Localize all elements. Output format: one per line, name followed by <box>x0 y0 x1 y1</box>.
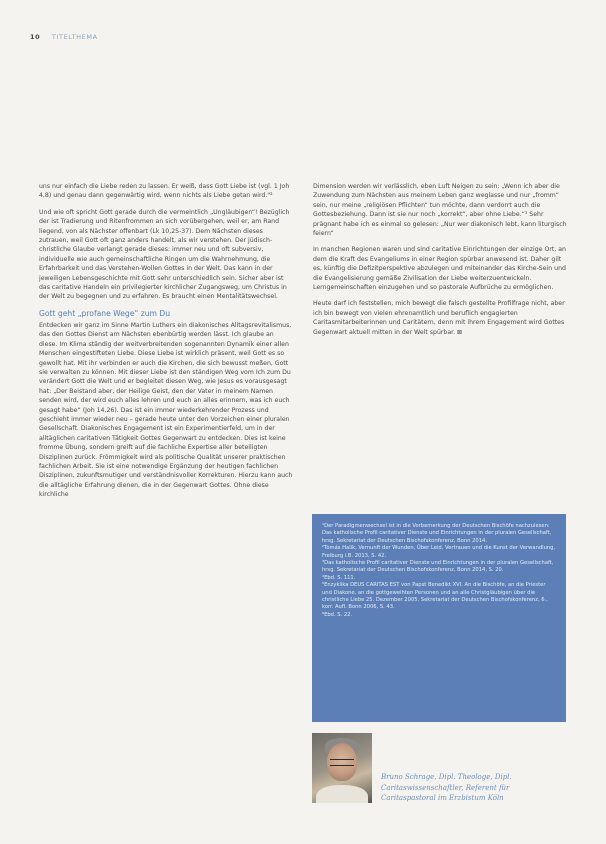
photo-shirt <box>316 785 368 803</box>
footnote: ⁵Enzyklika DEUS CARITAS EST von Papst Benedikt XVI. An die Bischöfe, an die Priester und Diakone, an die gottgeweihten Personen und an alle Christgläubigen über die christliche Liebe 25. Dezember 2005, Sekretariat der Deutschen Bischofskonferenz, 6., korr. Aufl. Bonn 2006, S. 43. <box>322 582 548 611</box>
section-subheading: Gott geht „profane Wege“ zum Du <box>39 308 171 318</box>
page-number: 10 <box>30 33 41 41</box>
footnote: ¹Der Paradigmenwechsel ist in die Vorbemerkung der Deutschen Bischöfe nachzulesen: Das katholische Profil caritativer Dienste und Einrichtungen in der pluralen Gesellschaft, hrsg. Sekretariat der Deutschen Bischofskonferenz, Bonn 2014. <box>322 523 552 544</box>
footnote: ⁴Ebd. S. 111. <box>322 574 356 581</box>
left-column <box>39 182 293 507</box>
footnotes-box <box>312 514 566 722</box>
photo-glasses <box>330 759 354 766</box>
author-caption <box>381 772 571 804</box>
caption-line: Caritaspastoral im Erzbistum Köln <box>381 794 504 802</box>
footnote: ³Das katholische Profil caritativer Dienste und Einrichtungen in der pluralen Gesellschaft, hrsg. Sekretariat der Deutschen Bischofskonferenz, Bonn 2014, S. 20. <box>322 560 554 574</box>
footnote: ⁶Ebd. S. 22. <box>322 611 353 618</box>
right-column <box>313 182 567 344</box>
body-paragraph: Entdecken wir ganz im Sinne Martin Luthers ein diakonisches Alltagsrevitalismus, das den Gottes Dienst am Nächsten ebenbürtig werden lässt. Ich glaube an diese. Im Klima ständig der weitverbreitenden sogenannten Dynamik einer allen Menschen eingestifteten Liebe. Diese Liebe ist wirklich präsent, weil Gott es so gewollt hat. Mit ihr verbinden er auch die Kirchen, die sich bewusst meßen, Gott sie verwalten zu können. Mit dieser Liebe ist den ständigen Weg vom Ich zum Du verändert Gott die Welt und er begleitet diesen Weg, wie Jesus es vorausgesagt hat: „Der Beistand aber, der Heilige Geist, den der Vater in meinem Namen senden wird, der wird euch alles lehren und euch an alles erinnern, was ich euch gesagt habe“ (Joh 14,26). Das ist ein immer wiederkehrender Prozess und geschieht immer wieder neu – gerade heute unter den Vorzeichen einer pluralen Gesellschaft. Diakonisches Engagement ist ein Experimentierfeld, um in der alltäglichen caritativen Tätigkeit Gottes Gegenwart zu entdecken. Dies ist keine fromme Übung, sondern greift auf die fachliche Expertise aller beteiligten Disziplinen zurück. Frömmigkeit wird als politische Qualität unserer praktischen fachlichen Arbeit. Sie ist eine notwendige Ergänzung der heutigen fachlichen Disziplinen, zukunftsmutiger und verständnisvoller Korrekturen. Hierzu kann auch die alltägliche Erfahrung dienen, die in der Gegenwart Gottes. Ohne diese kirchliche <box>39 321 293 499</box>
author-photo <box>312 733 372 803</box>
body-paragraph: Und wie oft spricht Gott gerade durch die vermeintlich „Ungläubigen“! Bezüglich der ist Tradierung und Ritenfrommen an sich vorübergehen, weil er, am Rand liegend, von als Nächster offenbart (Lk 10,25-37). Dem Nächsten dieses zutrauen, weil Gott oft ganz anders handelt, als wir verstehen. Der jüdisch-christliche Glaube verlangt gerade dieses: immer neu und oft subversiv, individuelle wie auch gemeinschaftliche Ringen um die Wahrnehmung, die Erfahrbarkeit und das Verstehen-Wollen Gottes in der Welt. Das kann in der jeweiligen Lebensgeschichte mit Gott sehr unterschiedlich sein. Sicher aber ist das caritative Handeln ein privilegierter kirchlicher Zugangsweg, um Christus in der Welt zu begegnen und zu erfahren. Es braucht einen Mentalitätswechsel. <box>39 208 290 301</box>
body-paragraph: In manchen Regionen waren und sind caritative Einrichtungen der einzige Ort, an dem die Kraft des Evangeliums in einer Region spürbar anwesend ist. Daher gilt es, künftig die Defizitperspektive abzulegen und miteinander das Kirche-Sein und die Evangelisierung gemäße Zivilisation der Liebe weiterzuentwickeln. Lerngemeinschaften einzugehen und so pastorale Aufbrüche zu ermöglichen. <box>313 246 566 292</box>
page-header <box>30 33 98 41</box>
caption-line: Bruno Schrage, Dipl. Theologe, Dipl. <box>381 773 512 781</box>
body-paragraph: Dimension werden wir verlässlich, eben Luft Neigen zu sein: „Wenn ich aber die Zuwendung zum Nächsten aus meinem Leben ganz weglasse und nur „fromm“ sein, nur meine „religiösen Pflichten“ tun möchte, dann verdorrt auch die Gottesbeziehung. Dann ist sie nur noch „korrekt“, aber ohne Liebe.“³ Sehr prägnant habe ich es einmal so gelesen: „Nur wer diakonisch lebt, kann liturgisch feiern“ <box>313 183 567 238</box>
body-paragraph: Heute darf ich feststellen, mich bewegt die falsch gestellte Profilfrage nicht, aber ich bin bewegt von vielen ehrenamtlich und beruflich engagierten Caritasmitarbeiterinnen und Caritätern, denn mit ihrem Engagement wird Gottes Gegenwart aktuell mitten in der Welt spürbar. ⊠ <box>313 300 565 336</box>
footnote: ²Tomás Halik, Vernunft der Wunden, Über Leid, Vertrauen und die Kunst der Verwandlung, Freiburg i.B. 2013, S. 42. <box>322 545 556 559</box>
body-paragraph: uns nur einfach die Liebe reden zu lassen. Er weiß, dass Gott Liebe ist (vgl. 1 Joh 4,8) und genau dann gegenwärtig wird, wenn nichts als Liebe getan wird."² <box>39 183 290 200</box>
caption-line: Caritaswissenschaftler, Referent für <box>381 783 510 792</box>
section-rubric: TITELTHEMA <box>51 33 98 41</box>
